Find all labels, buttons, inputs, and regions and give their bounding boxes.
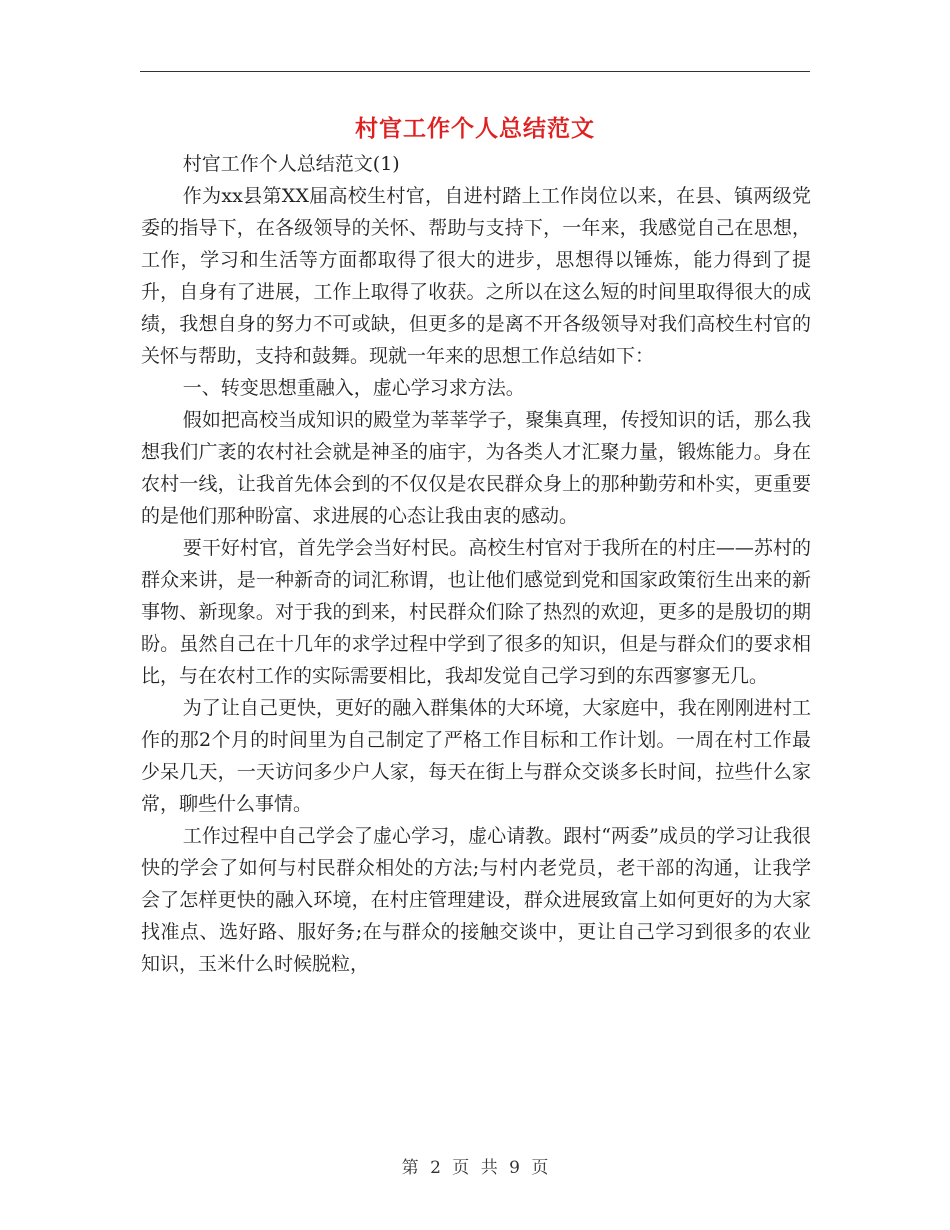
page-footer: 第 2 页 共 9 页 — [401, 1158, 549, 1178]
body-paragraph: 假如把高校当成知识的殿堂为莘莘学子，聚集真理，传授知识的话，那么我想我们广袤的农村社会就是神圣的庙宇，为各类人才汇聚力量，锻炼能力。身在农村一线，让我首先体会到的不仅仅是农民群众身上的那种勤劳和朴实，更重要的是他们那种盼富、求进展的心态让我由衷的感动。 — [141, 409, 811, 527]
body-paragraph: 为了让自己更快，更好的融入群集体的大环境，大家庭中，我在刚刚进村工作的那2个月的时间里为自己制定了严格工作目标和工作计划。一周在村工作最少呆几天，一天访问多少户人家，每天在街上与群众交谈多长时间，拉些什么家常，聊些什么事情。 — [141, 697, 811, 815]
document-title: 村官工作个人总结范文 — [355, 115, 595, 142]
body-paragraph: 工作过程中自己学会了虚心学习，虚心请教。跟村“两委”成员的学习让我很快的学会了如何与村民群众相处的方法;与村内老党员，老干部的沟通，让我学会了怎样更快的融入环境，在村庄管理建设，群众进展致富上如何更好的为大家找准点、选好路、服好务;在与群众的接触交谈中，更让自己学习到很多的农业知识，玉米什么时候脱粒， — [141, 825, 811, 975]
document-body — [141, 148, 811, 980]
section-heading: 一、转变思想重融入，虚心学习求方法。 — [182, 377, 525, 399]
body-paragraph: 作为xx县第XX届高校生村官，自进村踏上工作岗位以来，在县、镇两级党委的指导下，在各级领导的关怀、帮助与支持下，一年来，我感觉自己在思想，工作，学习和生活等方面都取得了很大的进步，思想得以锤炼，能力得到了提升，自身有了进展，工作上取得了收获。之所以在这么短的时间里取得很大的成绩，我想自身的努力不可或缺，但更多的是离不开各级领导对我们高校生村官的关怀与帮助，支持和鼓舞。现就一年来的思想工作总结如下： — [141, 185, 811, 367]
header-rule — [140, 71, 810, 72]
body-paragraph: 要干好村官，首先学会当好村民。高校生村官对于我所在的村庄——苏村的群众来讲，是一种新奇的词汇称谓，也让他们感觉到党和国家政策衍生出来的新事物、新现象。对于我的到来，村民群众们除了热烈的欢迎，更多的是殷切的期盼。虽然自己在十几年的求学过程中学到了很多的知识，但是与群众们的要求相比，与在农村工作的实际需要相比，我却发觉自己学习到的东西寥寥无几。 — [141, 537, 811, 687]
subtitle-paragraph: 村官工作个人总结范文(1) — [182, 153, 400, 175]
